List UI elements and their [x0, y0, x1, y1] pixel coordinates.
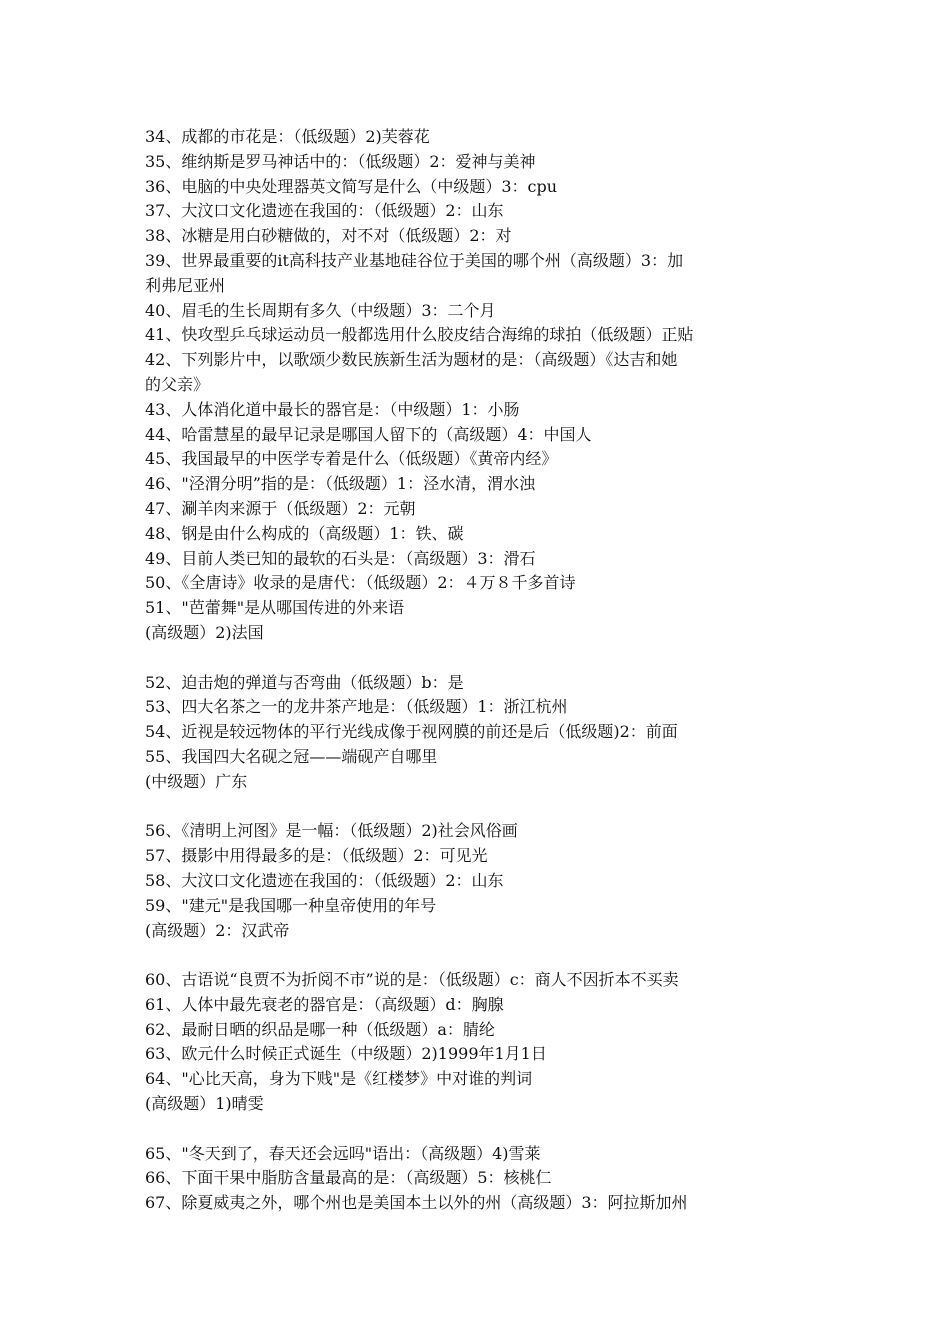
text-line: 46、"泾渭分明”指的是：（低级题）1：泾水清，渭水浊: [145, 474, 536, 494]
text-line: 64、"心比天高，身为下贱"是《红楼梦》中对谁的判词: [145, 1069, 533, 1089]
text-line: 47、涮羊肉来源于（低级题）2：元朝: [145, 498, 416, 518]
text-line: 60、古语说“良贾不为折阅不市”说的是：（低级题）c：商人不因折本不买卖: [145, 970, 679, 990]
text-line: 56、《清明上河图》是一幅：（低级题）2)社会风俗画: [145, 821, 518, 841]
text-line: 38、冰糖是用白砂糖做的，对不对（低级题）2：对: [145, 226, 512, 246]
document-body: [145, 125, 925, 1216]
text-line: 51、"芭蕾舞"是从哪国传进的外来语: [145, 598, 405, 618]
text-line: 利弗尼亚州: [145, 275, 226, 295]
text-line: 的父亲》: [145, 374, 210, 394]
blank-line: [145, 943, 925, 968]
text-line: 67、除夏威夷之外，哪个州也是美国本土以外的州（高级题）3：阿拉斯加州: [145, 1193, 688, 1213]
text-line: 48、钢是由什么构成的（高级题）1：铁、碳: [145, 523, 464, 543]
blank-line: [145, 795, 925, 820]
text-line: 39、世界最重要的it高科技产业基地硅谷位于美国的哪个州（高级题）3：加: [145, 250, 684, 270]
text-line: 41、快攻型乒乓球运动员一般都选用什么胶皮结合海绵的球拍（低级题）正贴: [145, 325, 694, 345]
text-line: 45、我国最早的中医学专着是什么（低级题）《黄帝内经》: [145, 449, 558, 469]
text-line: (高级题）2)法国: [145, 622, 264, 642]
text-line: (中级题）广东: [145, 771, 248, 791]
text-line: 61、人体中最先衰老的器官是：（高级题）d：胸腺: [145, 994, 504, 1014]
text-line: 55、我国四大名砚之冠——端砚产自哪里: [145, 746, 438, 766]
text-line: (高级题）2：汉武帝: [145, 920, 290, 940]
text-line: 50、《全唐诗》收录的是唐代：（低级题）2：４万８千多首诗: [145, 573, 576, 593]
text-line: 57、摄影中用得最多的是：（低级题）2：可见光: [145, 846, 488, 866]
text-line: 37、大汶口文化遗迹在我国的：（低级题）2：山东: [145, 201, 504, 221]
text-line: 42、下列影片中，以歌颂少数民族新生活为题材的是：（高级题）《达吉和她: [145, 350, 678, 370]
text-line: 36、电脑的中央处理器英文简写是什么（中级题）3：cpu: [145, 176, 558, 196]
text-line: 65、"冬天到了，春天还会远吗"语出：（高级题）4)雪莱: [145, 1143, 541, 1163]
text-line: (高级题）1)晴雯: [145, 1094, 264, 1114]
text-line: 35、维纳斯是罗马神话中的：（低级题）2：爱神与美神: [145, 151, 536, 171]
blank-line: [145, 1117, 925, 1142]
text-line: 34、成都的市花是：（低级题）2)芙蓉花: [145, 127, 430, 146]
text-line: 58、大汶口文化遗迹在我国的：（低级题）2：山东: [145, 870, 504, 890]
text-line: 66、下面干果中脂肪含量最高的是：（高级题）5：核桃仁: [145, 1168, 552, 1188]
blank-line: [145, 646, 925, 671]
text-line: 44、哈雷慧星的最早记录是哪国人留下的（高级题）4：中国人: [145, 424, 592, 444]
text-line: 49、目前人类已知的最软的石头是：（高级题）3：滑石: [145, 548, 536, 568]
text-line: 54、近视是较远物体的平行光线成像于视网膜的前还是后（低级题)2：前面: [145, 722, 678, 742]
text-line: 62、最耐日晒的织品是哪一种（低级题）a：腈纶: [145, 1019, 495, 1039]
text-line: 53、四大名茶之一的龙井茶产地是：（低级题）1：浙江杭州: [145, 697, 568, 717]
text-line: 43、人体消化道中最长的器官是：（中级题）1：小肠: [145, 399, 520, 419]
text-line: 59、"建元"是我国哪一种皇帝使用的年号: [145, 895, 437, 915]
text-line: 52、迫击炮的弹道与否弯曲（低级题）b：是: [145, 672, 464, 692]
text-line: 40、眉毛的生长周期有多久（中级题）3：二个月: [145, 300, 496, 320]
text-line: 63、欧元什么时候正式诞生（中级题）2)1999年1月1日: [145, 1044, 547, 1064]
